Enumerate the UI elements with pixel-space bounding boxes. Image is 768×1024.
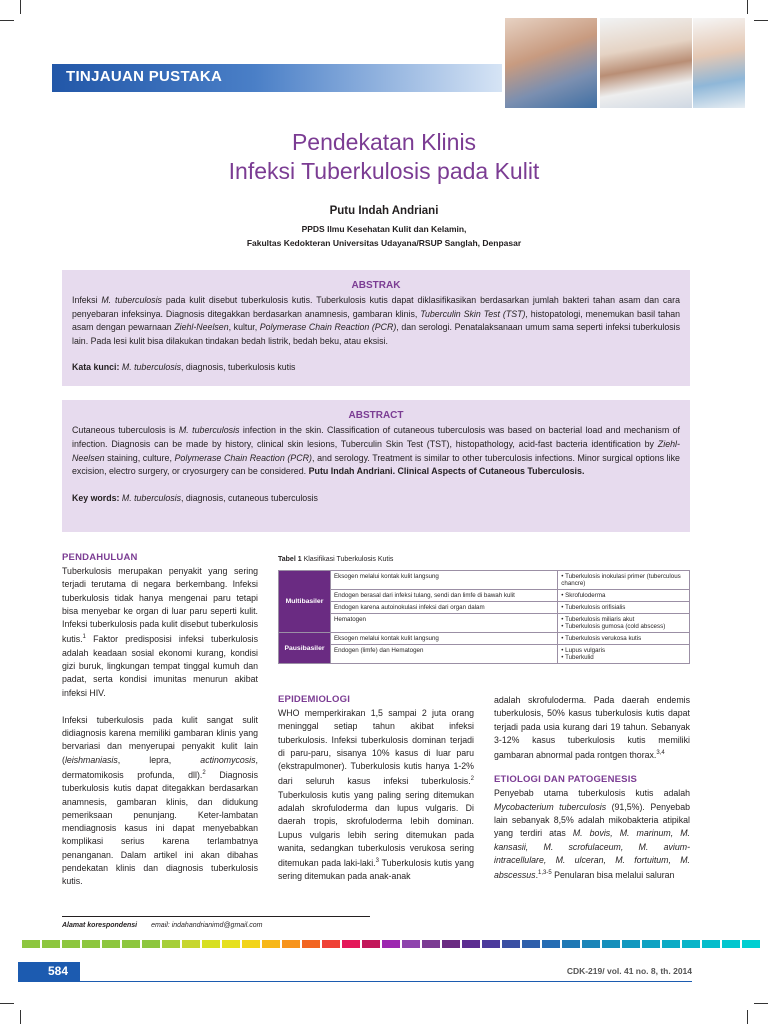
abstrak-body [72, 294, 680, 348]
table-type-cell [558, 590, 690, 602]
table-type-cell [558, 645, 690, 664]
epidemiologi-heading: EPIDEMIOLOGI [278, 694, 351, 705]
text-run: 3,4 [656, 750, 665, 757]
author-affiliation-line-2: Fakultas Kedokteran Universitas Udayana/RSUP Sanglah, Denpasar [246, 238, 522, 248]
color-dash [562, 940, 580, 948]
color-dash [162, 940, 180, 948]
medical-team-photo [693, 18, 745, 108]
keywords-label: Key words: [72, 493, 120, 504]
text-run: . [535, 870, 539, 881]
color-dash [722, 940, 740, 948]
color-dash [542, 940, 560, 948]
etiologi-paragraph [494, 787, 690, 882]
color-dash [302, 940, 320, 948]
color-dash [602, 940, 620, 948]
text-run: 2 [202, 770, 206, 777]
text-run: , histopatologi, menemukan basil tahan asam dengan pewarnaan [72, 308, 681, 332]
text-run: adalah skrofuloderma. Pada daerah endemis tuberkulosis, 50% kasus tuberkulosis kutis dapat terjadi pada usia kurang dari 19 tahun. Sebanyak 3-12% kasus tuberkulosis kutis memiliki gambaran abnormal pada rontgen thorax. [494, 695, 690, 761]
color-dash [462, 940, 480, 948]
color-dash [702, 940, 720, 948]
color-dash [502, 940, 520, 948]
table-type-item: • Lupus vulgaris [561, 647, 686, 654]
correspondence-label: Alamat korespondensi [62, 922, 138, 929]
text-run: 1 [82, 634, 86, 641]
text-run: M. tuberculosis [178, 425, 240, 435]
crop-mark [747, 0, 748, 14]
color-dash [62, 940, 80, 948]
text-run: Tuberkulosis kutis yang paling sering ditemukan adalah skrofuloderma dan lupus vulgaris. Di daerah tropis, skrofuloderma lebih dominan. Lupus vulgaris lebih sering ditemukan pada wanita, sedangkan tuberkulosis verukosa sering ditemukan pada laki-laki. [278, 789, 474, 869]
text-run: M. tuberculosis [101, 295, 162, 305]
text-run: , dan serologi. Penatalaksanaan umum sama seperti infeksi tuberkulosis lain. Pada lesi kulit bisa dilakukan tindakan bedah listrik, bedah beku, atau eksisi. [72, 322, 680, 346]
text-run: , diagnosis, tuberkulosis kutis [181, 362, 296, 372]
table-type-item: • Tuberkulosis inokulasi primer (tuberculous chancre) [561, 573, 686, 587]
color-dash [142, 940, 160, 948]
epidemiologi-section [278, 694, 474, 884]
table-type-item: • Skrofuloderma [561, 592, 686, 599]
text-run: Penularan bisa melalui saluran [551, 870, 675, 881]
color-dash-strip [0, 940, 768, 948]
text-run: Cutaneous tuberculosis is [72, 425, 179, 435]
abstract-box [62, 400, 690, 532]
doctor-with-stethoscope-photo [600, 18, 692, 108]
table-row [279, 602, 690, 614]
text-run: Polymerase Chain Reaction (PCR) [259, 322, 397, 332]
color-dash [422, 940, 440, 948]
text-run: Tuberkulosis merupakan penyakit yang sering terjadi terutama di negara berkembang. Infeksi tuberkulosis tidak hanya mengenai paru tetapi bisa menyebar ke organ di luar paru seperti kulit. Infeksi tuberkulosis pada kulit disebut tuberkulosis kutis. [62, 566, 258, 645]
text-run: Ziehl-Neelsen [174, 322, 229, 332]
text-run: , lepra, [117, 754, 201, 765]
color-dash [402, 940, 420, 948]
text-run: infection in the skin. Classification of cutaneous tuberculosis was based on bacterial load and mechanism of infection. Diagnosis can be made by history, clinical skin lesions, Tuberculin Skin Test (TST), histopathology, acid-fast bacteria identification by [72, 425, 681, 449]
text-run: Infeksi [72, 295, 102, 305]
crop-mark [754, 1003, 768, 1004]
page-number: 584 [48, 964, 69, 978]
table-row [279, 571, 690, 590]
table-row [279, 614, 690, 633]
text-run: M. tuberculosis [121, 493, 182, 504]
epidemiologi-continuation [494, 694, 690, 762]
table-source-cell: Endogen berasal dari infeksi tulang, sendi dan limfe di bawah kulit [330, 590, 557, 602]
text-run: Penyebab utama tuberkulosis kutis adalah [494, 788, 690, 799]
keywords-label: Kata kunci: [72, 362, 120, 372]
table-type-item: • Tuberkulosis miliaris akut [561, 616, 686, 623]
color-dash [182, 940, 200, 948]
color-dash [282, 940, 300, 948]
color-dash [682, 940, 700, 948]
text-run: 3 [375, 858, 379, 865]
table-type-cell [558, 571, 690, 590]
table-source-cell: Endogen karena autoinokulasi infeksi dari organ dalam [330, 602, 557, 614]
color-dash [522, 940, 540, 948]
text-run: leishmaniasis [64, 754, 118, 765]
text-run: Polymerase Chain Reaction (PCR) [174, 452, 313, 463]
color-dash [362, 940, 380, 948]
abstract-body [72, 424, 680, 479]
table-type-cell [558, 633, 690, 645]
text-run: Tuberculin Skin Test (TST) [420, 308, 526, 319]
color-dash [22, 940, 40, 948]
table-caption [278, 556, 393, 563]
text-run: Infeksi tuberkulosis pada kulit sangat sulit didiagnosis karena memiliki gambaran klinis yang bervariasi dan menyerupai penyakit kulit lain ( [62, 714, 258, 765]
keywords-text [119, 362, 295, 372]
table-type-item: • Tuberkulosis gumosa (cold abscess) [561, 623, 686, 630]
color-dash [482, 940, 500, 948]
doctor-with-child-photo [505, 18, 597, 108]
color-dash [582, 940, 600, 948]
author-name: Putu Indah Andriani [329, 205, 439, 217]
text-run: Tuberkulosis kutis yang sering ditemukan pada anak-anak [278, 858, 474, 882]
color-dash [102, 940, 120, 948]
abstract-heading: ABSTRACT [348, 410, 404, 421]
color-dash [382, 940, 400, 948]
footnote-rule [62, 916, 370, 917]
table-type-item: • Tuberkulid [561, 654, 686, 661]
table-row [279, 645, 690, 664]
text-run: Ziehl-Neelsen [72, 438, 680, 463]
text-run: (91,5%). Penyebab lain sebanyak 8,5% adalah mikobakteria atipikal yang terdiri atas [494, 801, 690, 839]
abstract-keywords [72, 493, 680, 503]
text-run: , dermatomikosis profunda, dll). [62, 754, 258, 780]
text-run: WHO memperkirakan 1,5 sampai 2 juta orang meninggal setiap tahun akibat infeksi tuberkulosis. Infeksi tuberkulosis dominan terjadi di paru-paru, sisanya 10% kasus di luar paru (ekstrapulmoner). Tuberkulosis kutis hanya 1-2% dari seluruh kasus infeksi tuberkulosis. [278, 708, 474, 787]
correspondence-note [62, 922, 262, 929]
color-dash [442, 940, 460, 948]
etiologi-heading: ETIOLOGI DAN PATOGENESIS [494, 774, 638, 786]
text-run: actinomycosis [200, 754, 256, 765]
table-source-cell: Endogen (limfe) dan Hematogen [330, 645, 557, 664]
crop-mark [754, 20, 768, 21]
text-run: 2 [470, 776, 474, 783]
table-category-cell: Multibasiler [279, 571, 331, 633]
keywords-text [119, 493, 318, 503]
epidemiologi-paragraph [278, 707, 474, 884]
article-title-line-2: Infeksi Tuberkulosis pada Kulit [228, 158, 540, 184]
color-dash [42, 940, 60, 948]
text-run: M. tuberculosis [121, 362, 182, 372]
text-run: pada kulit disebut tuberkulosis kutis. Tuberkulosis kutis dapat diklasifikasikan berdasarkan jumlah bakteri tahan asam dan cara penyebaran infeksinya. Diagnosis ditegakkan berdasarkan anamnesis, gambaran klinis, [72, 295, 680, 319]
table-caption-label: Tabel 1 [278, 556, 302, 563]
color-dash [82, 940, 100, 948]
crop-mark [747, 1010, 748, 1024]
table-row [279, 633, 690, 645]
abstrak-heading: ABSTRAK [351, 280, 401, 291]
color-dash [742, 940, 760, 948]
color-dash [622, 940, 640, 948]
text-run: Mycobacterium tuberculosis [494, 801, 607, 812]
classification-table [278, 570, 690, 664]
text-run: Putu Indah Andriani. Clinical Aspects of Cutaneous Tuberculosis. [308, 466, 585, 477]
color-dash [242, 940, 260, 948]
text-run: , and serology. Treatment is similar to other tuberculosis infections. Minor surgical options like excision, electro surgery, or cryosurgery can be considered. [72, 452, 680, 477]
color-dash [342, 940, 360, 948]
crop-mark [0, 1003, 14, 1004]
pendahuluan-section [62, 552, 258, 889]
color-dash [642, 940, 660, 948]
text-run: staining, culture, [104, 452, 175, 463]
text-run: , kultur, [228, 322, 260, 332]
crop-mark [0, 20, 14, 21]
text-run: 1,3-5 [538, 870, 552, 877]
abstrak-keywords [72, 362, 680, 372]
footer-rule [80, 981, 692, 982]
pendahuluan-paragraph-2 [62, 714, 258, 889]
table-caption-text: Klasifikasi Tuberkulosis Kutis [303, 556, 394, 563]
color-dash [322, 940, 340, 948]
article-title-line-1: Pendekatan Klinis [291, 129, 477, 155]
pendahuluan-paragraph-1 [62, 565, 258, 700]
pendahuluan-heading: PENDAHULUAN [62, 552, 138, 563]
color-dash [122, 940, 140, 948]
crop-mark [20, 1010, 21, 1024]
table-type-item: • Tuberkulosis orifisialis [561, 604, 686, 611]
table-source-cell: Eksogen melalui kontak kulit langsung [330, 571, 557, 590]
table-row [279, 590, 690, 602]
table-type-item: • Tuberkulosis verukosa kutis [561, 635, 686, 642]
crop-mark [20, 0, 21, 14]
color-dash [222, 940, 240, 948]
abstrak-box [62, 270, 690, 386]
text-run: Faktor predisposisi infeksi tuberkulosis adalah keadaan sosial ekonomi kurang, kondisi gizi buruk, lingkungan tempat tinggal kumuh dan padat, serta kondisi imunitas menurun akibat infeksi HIV. [62, 634, 258, 698]
table-type-cell [558, 614, 690, 633]
author-affiliation-line-1: PPDS Ilmu Kesehatan Kulit dan Kelamin, [301, 224, 467, 234]
section-label: TINJAUAN PUSTAKA [66, 68, 223, 85]
color-dash [662, 940, 680, 948]
table-source-cell: Eksogen melalui kontak kulit langsung [330, 633, 557, 645]
text-run: M. bovis, M. marinum, M. kansasii, M. scrofulaceum, M. avium-intracellulare, M. ulceran, M. fortuitum, M. abscessus [494, 828, 690, 881]
etiologi-section [494, 694, 690, 882]
table-category-cell: Pausibasiler [279, 633, 331, 664]
color-dash [262, 940, 280, 948]
table-type-cell [558, 602, 690, 614]
journal-info: CDK-219/ vol. 41 no. 8, th. 2014 [566, 966, 692, 976]
text-run: Diagnosis tuberkulosis kutis dapat ditegakkan berdasarkan anamnesis, gambaran klinis, dan didukung pemeriksaan penunjang. Keter-lambatan mendiagnosis kasus ini dapat menyebabkan komplikasi serius karena terlambatnya penanganan. Dalam artikel ini akan dibahas pendekatan klinis dan diagnosis tuberkulosis kutis. [62, 770, 258, 887]
color-dash [202, 940, 220, 948]
text-run: , diagnosis, cutaneous tuberculosis [181, 493, 318, 504]
table-source-cell: Hematogen [330, 614, 557, 633]
correspondence-email: email: indahandrianimd@gmail.com [151, 922, 263, 929]
